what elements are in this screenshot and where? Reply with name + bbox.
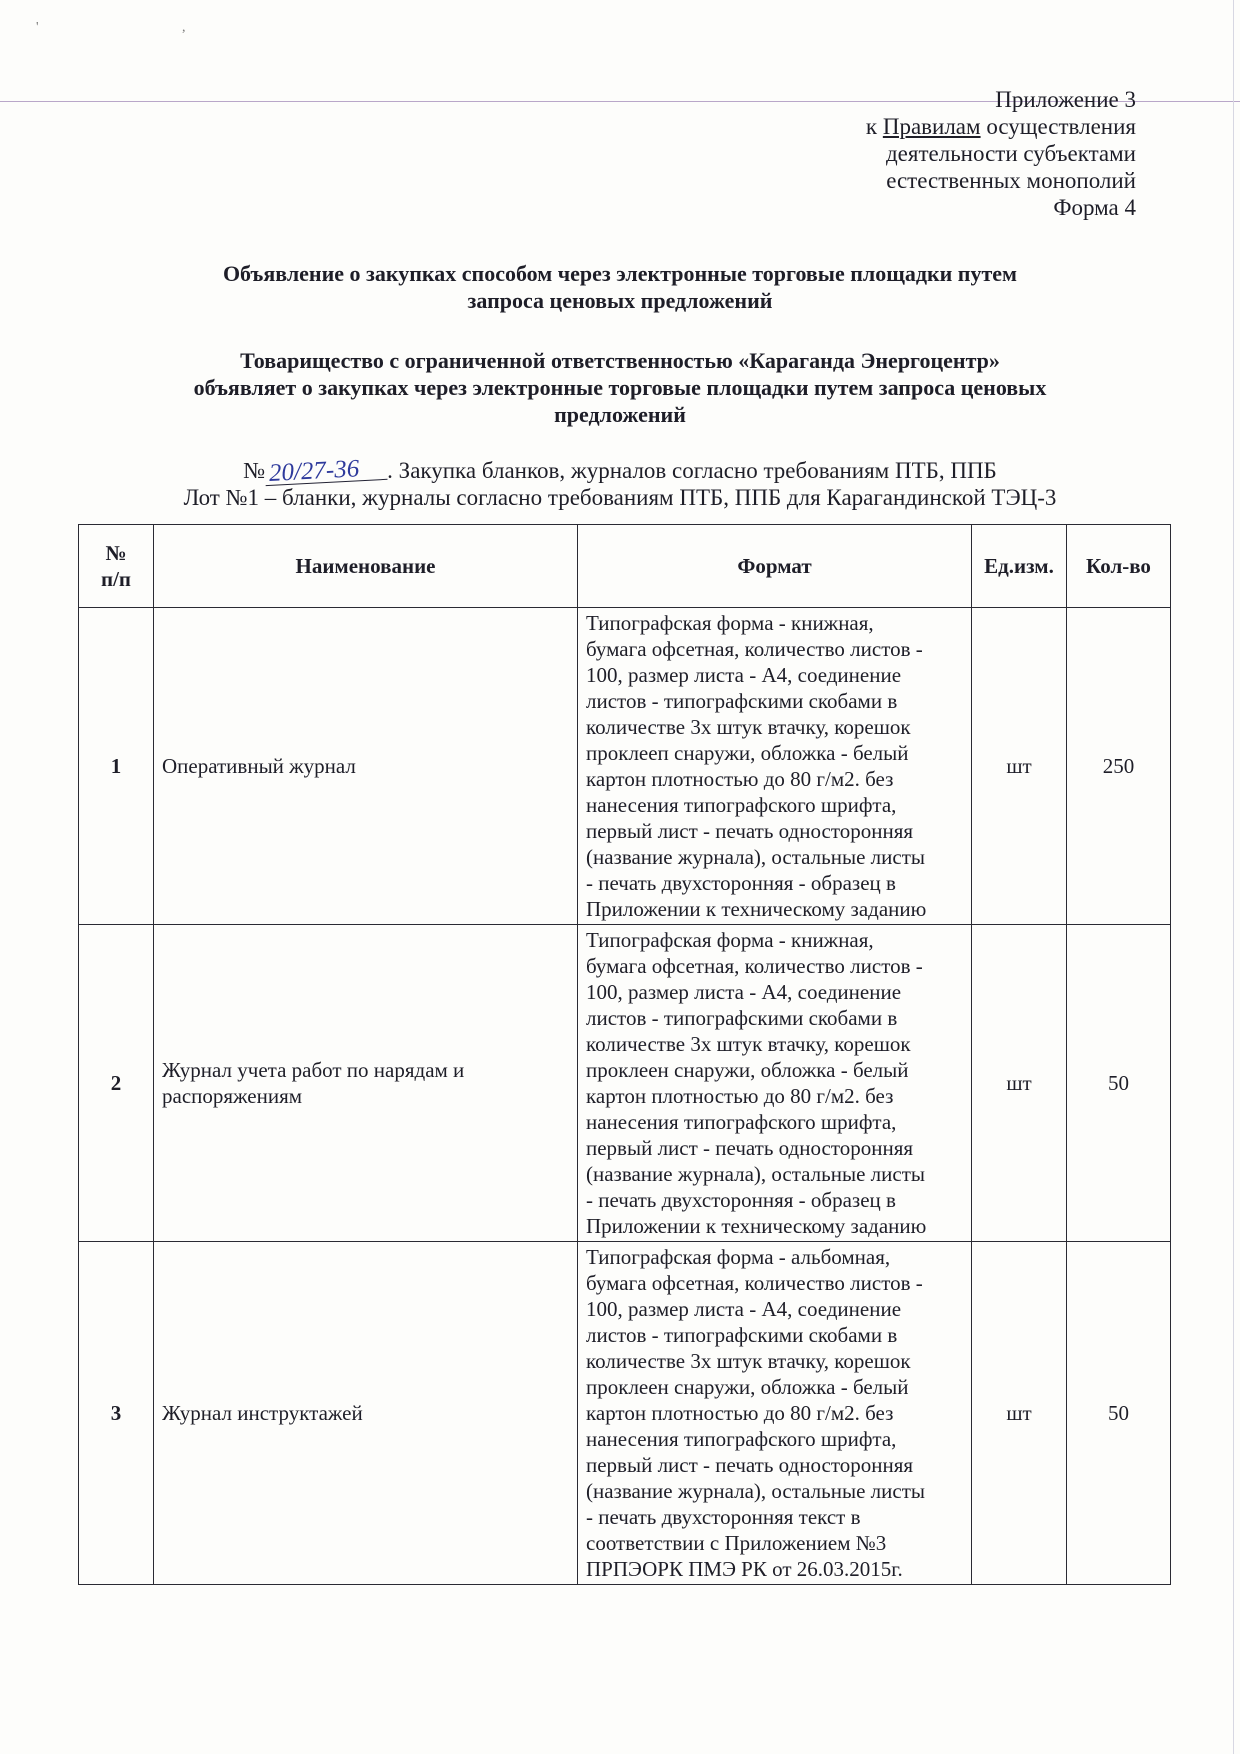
row-name: Журнал учета работ по нарядам и распоряжениям	[154, 925, 578, 1242]
appendix-line-4: естественных монополий	[886, 168, 1136, 193]
row-format: Типографская форма - альбомная, бумага офсетная, количество листов - 100, размер листа - А4, соединение листов - типографскими скобами в количестве 3х штук втачку, корешок проклеен снаружи, обложка - белый картон плотностью до 80 г/м2. без нанесения типографского шрифта, первый лист - печать односторонняя (название журнала), остальные листы - печать двухсторонняя текст в соответствии с Приложением №3 ПРПЭОРК ПМЭ РК от 26.03.2015г.	[578, 1242, 972, 1585]
appendix-number: Приложение 3	[995, 87, 1136, 112]
form-number: Форма 4	[1053, 195, 1136, 220]
purchase-line: № 20/27-36 . Закупка бланков, журналов согласно требованиям ПТБ, ППБ	[243, 455, 997, 487]
header-format: Формат	[578, 525, 972, 608]
appendix-note	[866, 86, 1136, 221]
appendix-line-3: деятельности субъектами	[885, 141, 1136, 166]
row-num: 3	[79, 1242, 154, 1585]
row-qty: 250	[1067, 608, 1171, 925]
table-row	[79, 608, 1171, 925]
handwritten-purchase-number: 20/27-36	[265, 457, 388, 486]
row-unit: шт	[972, 925, 1067, 1242]
announcement-title: Объявление о закупках способом через электронные торговые площадки путем запроса ценовых предложений	[222, 261, 1018, 313]
header-qty: Кол-во	[1067, 525, 1171, 608]
row-qty: 50	[1067, 1242, 1171, 1585]
row-format: Типографская форма - книжная, бумага офсетная, количество листов - 100, размер листа - А4, соединение листов - типографскими скобами в количестве 3х штук втачку, корешок проклееп снаружи, обложка - белый картон плотностью до 80 г/м2. без нанесения типографского шрифта, первый лист - печать односторонняя (название журнала), остальные листы - печать двухсторонняя - образец в Приложении к техническому заданию	[578, 608, 972, 925]
row-num: 2	[79, 925, 154, 1242]
table-row	[79, 1242, 1171, 1585]
items-table	[78, 524, 1171, 1585]
lot-header	[0, 457, 1240, 511]
row-num: 1	[79, 608, 154, 925]
row-qty: 50	[1067, 925, 1171, 1242]
row-name: Оперативный журнал	[154, 608, 578, 925]
scan-specks: ' ,	[36, 20, 256, 35]
header-unit: Ед.изм.	[972, 525, 1067, 608]
header-num: № п/п	[79, 525, 154, 608]
table-row	[79, 925, 1171, 1242]
lot-line: Лот №1 – бланки, журналы согласно требованиям ПТБ, ППБ для Карагандинской ТЭЦ-3	[183, 485, 1057, 510]
table-header-row	[79, 525, 1171, 608]
organization-statement: Товарищество с ограниченной ответственностью «Караганда Энергоцентр» объявляет о закупках через электронные торговые площадки путем запроса ценовых предложений	[193, 348, 1047, 427]
row-name: Журнал инструктажей	[154, 1242, 578, 1585]
appendix-rules-line: к Правилам осуществления	[865, 114, 1136, 139]
header-name: Наименование	[154, 525, 578, 608]
row-format: Типографская форма - книжная, бумага офсетная, количество листов - 100, размер листа - А4, соединение листов - типографскими скобами в количестве 3х штук втачку, корешок проклеен снаружи, обложка - белый картон плотностью до 80 г/м2. без нанесения типографского шрифта, первый лист - печать односторонняя (название журнала), остальные листы - печать двухсторонняя - образец в Приложении к техническому заданию	[578, 925, 972, 1242]
rules-link[interactable]: Правилам	[882, 114, 981, 139]
row-unit: шт	[972, 1242, 1067, 1585]
row-unit: шт	[972, 608, 1067, 925]
